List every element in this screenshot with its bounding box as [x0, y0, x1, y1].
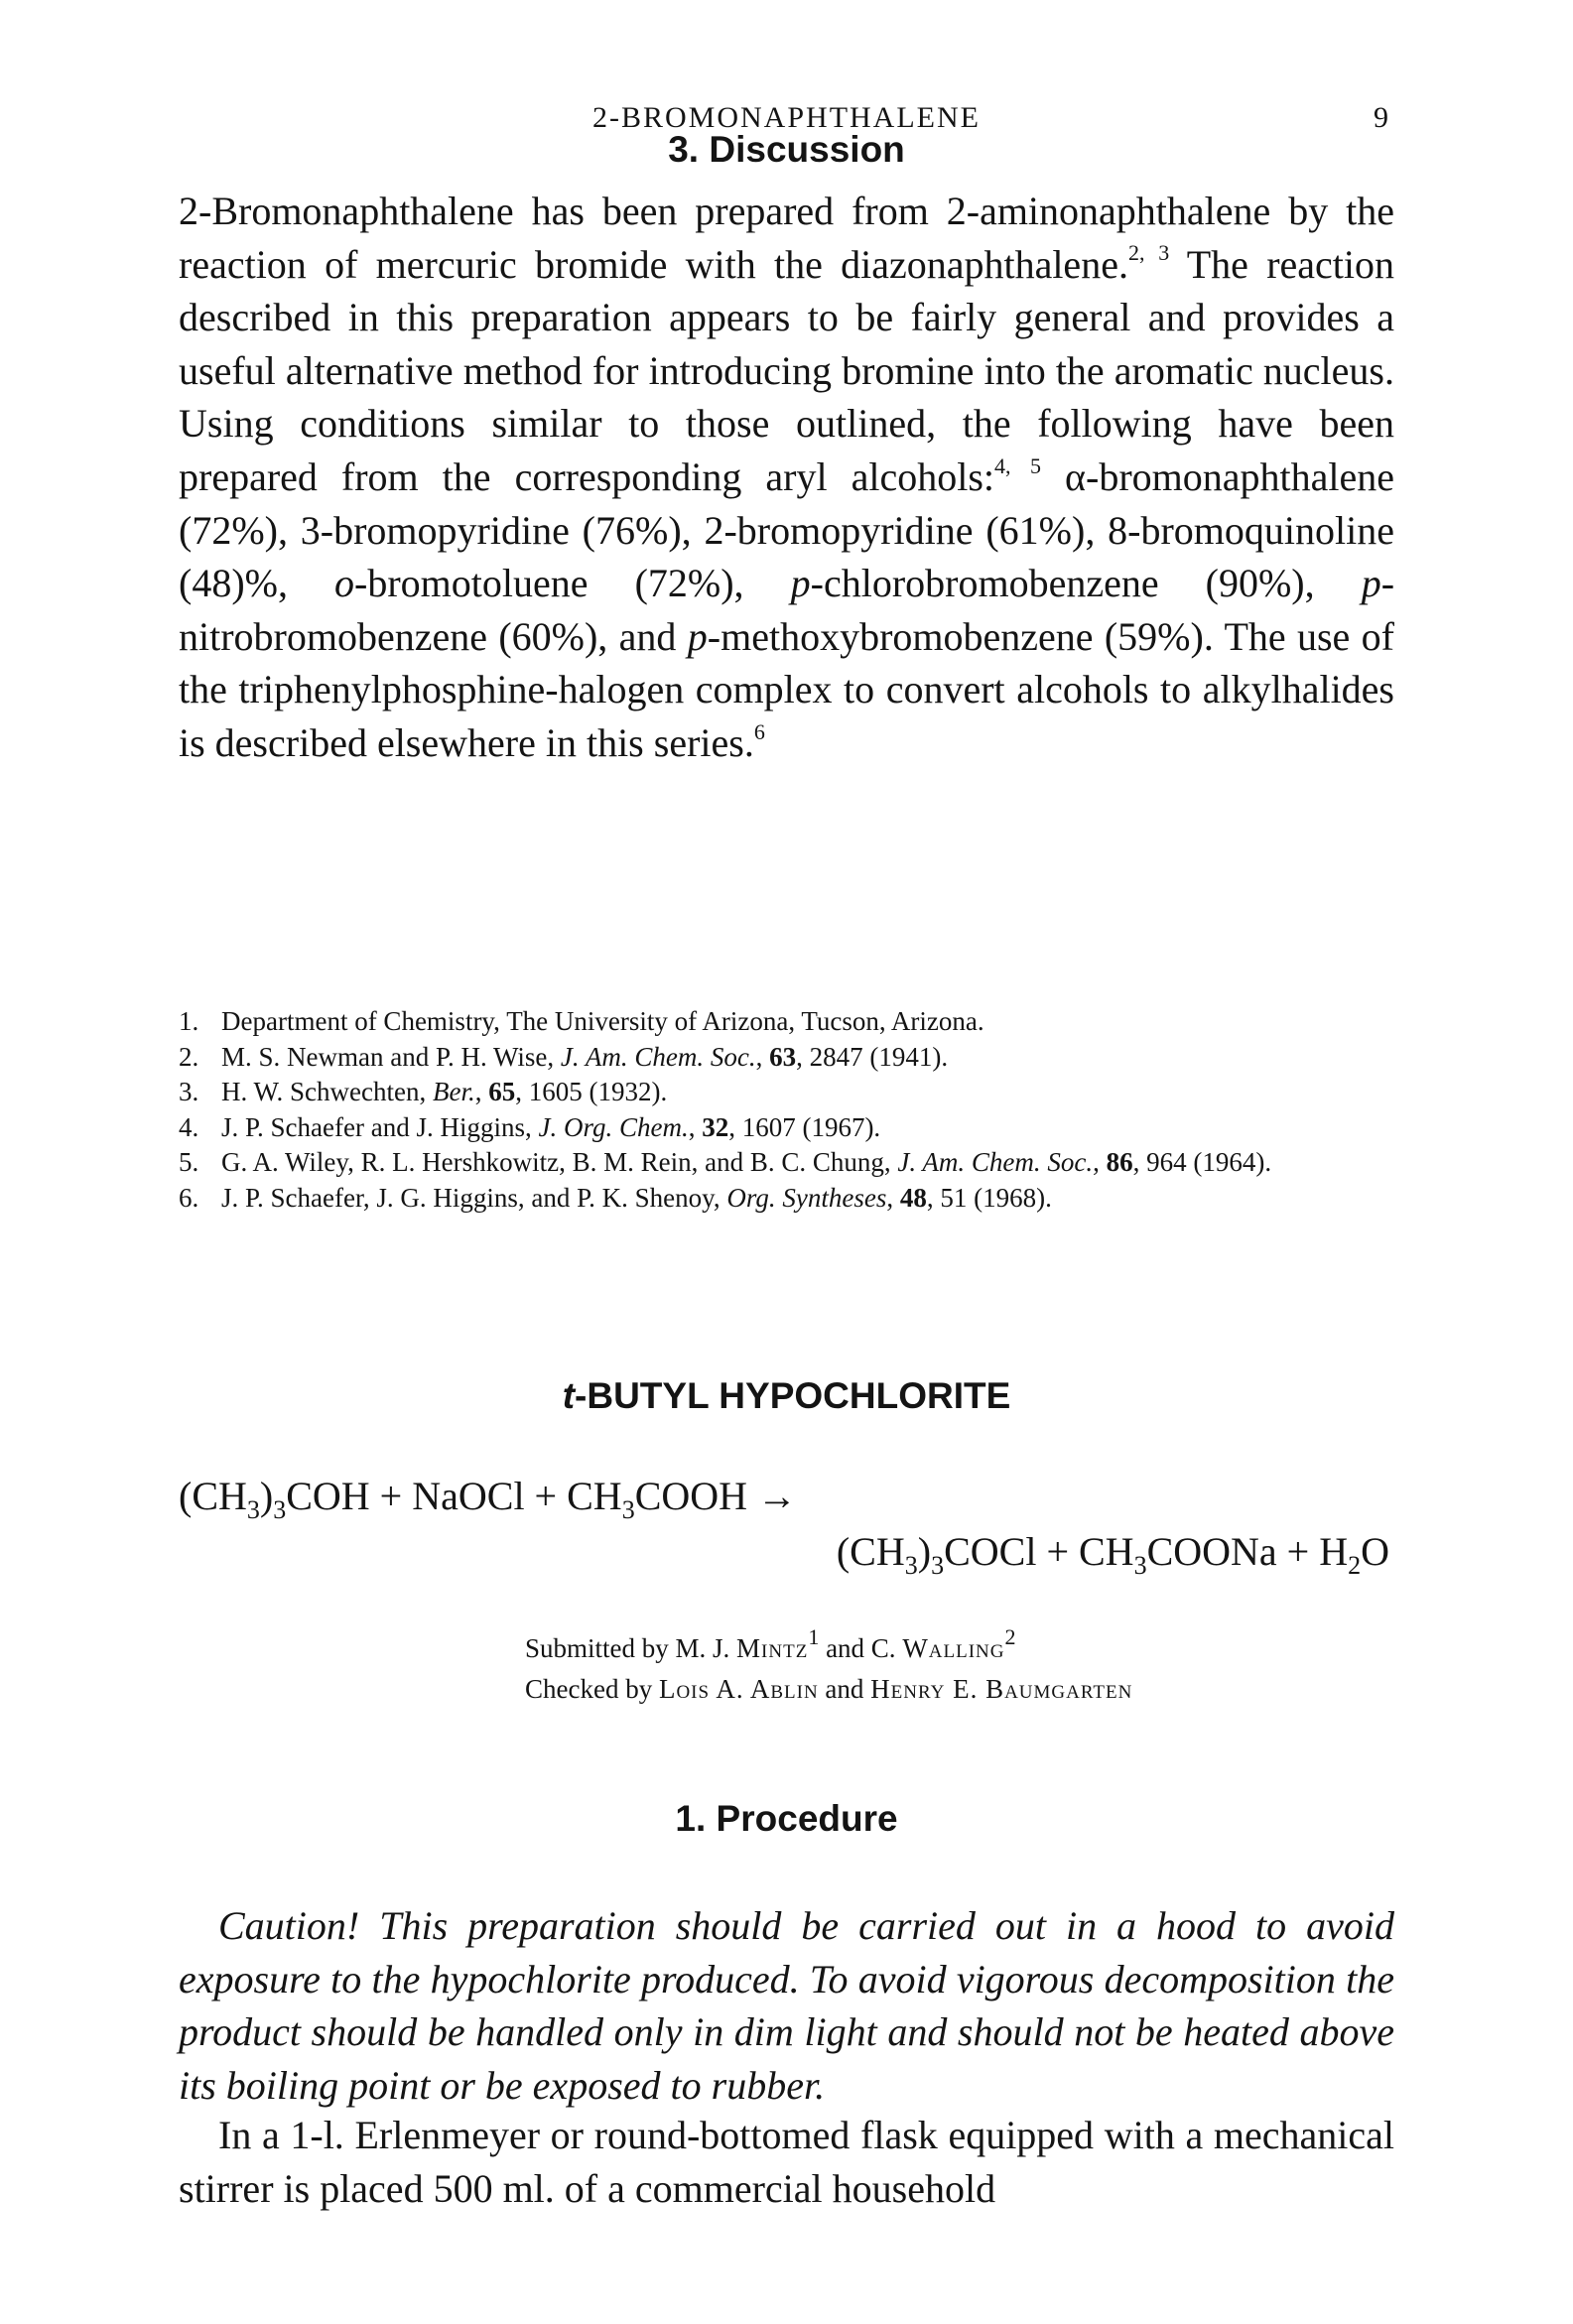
equation-line-1 — [179, 1469, 1394, 1524]
reference-list — [179, 1004, 1394, 1217]
discussion-text-g: -methoxybromobenzene (59%). The use of the triphenylphosphine-halogen complex to convert alcohols to alkylhalides is described elsewhere in this series. — [179, 613, 1394, 765]
reference-pages: , 964 (1964). — [1132, 1147, 1272, 1178]
author-footnote: 1 — [808, 1624, 820, 1649]
reference-item — [179, 1004, 1394, 1040]
discussion-text-a: 2-Bromonaphthalene has been prepared from 2-aminonaphthalene by the reaction of mercuric bromide with the diazonaphthalene. — [179, 189, 1394, 287]
footnote-ref-2-3: 2, 3 — [1127, 240, 1170, 266]
reference-sep: , — [688, 1111, 703, 1142]
reference-text: Department of Chemistry, The University of Arizona, Tucson, Arizona. — [221, 1006, 984, 1036]
reference-pages: , 51 (1968). — [926, 1182, 1052, 1213]
eq-text: COCl + CH — [944, 1529, 1134, 1574]
reference-pages: , 1605 (1932). — [515, 1077, 668, 1107]
submitted-and: and C. — [819, 1633, 903, 1663]
italic-prefix: p — [790, 561, 811, 606]
checked-label: Checked by — [525, 1674, 659, 1704]
caution-paragraph: Caution! This preparation should be carried out in a hood to avoid exposure to the hypochlorite produced. To avoid vigorous decomposition the product should be handled only in dim light and should not be heated above its boiling point or be exposed to rubber. — [179, 1903, 1394, 2108]
reference-authors: M. S. Newman and P. H. Wise, — [221, 1041, 561, 1072]
author-footnote: 2 — [1004, 1624, 1016, 1649]
footnote-ref-4-5: 4, 5 — [994, 452, 1042, 478]
reference-number: 1. — [179, 1006, 199, 1036]
discussion-text-c: α-bromonaphthalene (72%), 3-bromopyridine (76%), 2-bromopyridine (61%), 8-bromoquinoline (48)%, — [179, 453, 1395, 606]
checked-by — [525, 1669, 1132, 1710]
article-title — [0, 1375, 1573, 1417]
reference-authors: J. P. Schaefer, J. G. Higgins, and P. K. Shenoy, — [221, 1182, 727, 1213]
submitted-label: Submitted by M. J. — [525, 1633, 737, 1663]
italic-prefix: p — [1361, 561, 1381, 606]
eq-text: COOH → — [634, 1474, 798, 1518]
reference-sep: , — [1093, 1147, 1107, 1178]
eq-text: O — [1361, 1529, 1389, 1574]
reference-volume: 48 — [899, 1182, 927, 1213]
reference-item — [179, 1110, 1394, 1146]
checker-name: Lois A. Ablin — [658, 1674, 819, 1704]
reference-volume: 65 — [488, 1077, 516, 1107]
reference-item — [179, 1075, 1394, 1110]
italic-prefix: o — [334, 561, 355, 606]
eq-sub: 2 — [1348, 1551, 1362, 1580]
reference-number: 2. — [179, 1041, 199, 1072]
reference-item — [179, 1040, 1394, 1076]
reference-sep: , — [886, 1182, 900, 1213]
eq-sub: 3 — [1133, 1551, 1147, 1580]
reference-journal: Org. Syntheses — [726, 1182, 887, 1213]
procedure-paragraph: In a 1-l. Erlenmeyer or round-bottomed flask equipped with a mechanical stirrer is placed 500 ml. of a commercial household — [179, 2113, 1394, 2211]
article-title-text: -BUTYL HYPOCHLORITE — [575, 1375, 1011, 1416]
checker-name: Henry E. Baumgarten — [870, 1674, 1133, 1704]
reference-number: 5. — [179, 1147, 199, 1178]
reference-journal: J. Am. Chem. Soc. — [897, 1147, 1094, 1178]
discussion-text-b: The reaction described in this preparation appears to be fairly general and provides a useful alternative method for introducing bromine into the aromatic nucleus. Using conditions similar to those outlined, the following have been prepared from the corresponding aryl alcohols: — [179, 241, 1395, 499]
author-name: Mintz — [736, 1633, 809, 1663]
eq-text: COONa + H — [1146, 1529, 1349, 1574]
reference-authors: H. W. Schwechten, — [221, 1077, 433, 1107]
reference-item — [179, 1181, 1394, 1217]
italic-prefix: p — [687, 613, 708, 659]
eq-text: ) — [259, 1474, 274, 1518]
reference-sep: , — [474, 1077, 489, 1107]
reference-journal: Ber. — [432, 1077, 475, 1107]
reference-item — [179, 1145, 1394, 1181]
reference-pages: , 2847 (1941). — [796, 1041, 949, 1072]
equation-line-2 — [179, 1524, 1394, 1580]
eq-sub: 3 — [931, 1551, 945, 1580]
discussion-text-d: -bromotoluene (72%), — [354, 561, 791, 606]
footnote-ref-6: 6 — [753, 718, 765, 744]
eq-text: COH + NaOCl + CH — [286, 1474, 622, 1518]
eq-sub: 3 — [246, 1495, 260, 1524]
discussion-paragraph — [179, 185, 1394, 770]
reference-pages: , 1607 (1967). — [728, 1111, 881, 1142]
author-name: Walling — [902, 1633, 1005, 1663]
reference-volume: 63 — [769, 1041, 797, 1072]
reference-journal: J. Org. Chem. — [538, 1111, 689, 1142]
reference-number: 3. — [179, 1077, 199, 1107]
submitted-by — [525, 1624, 1132, 1669]
reference-volume: 32 — [702, 1111, 729, 1142]
running-head-title: 2-BROMONAPHTHALENE — [592, 101, 981, 134]
eq-sub: 3 — [904, 1551, 918, 1580]
eq-sub: 3 — [273, 1495, 287, 1524]
reference-number: 6. — [179, 1182, 199, 1213]
reference-sep: , — [755, 1041, 770, 1072]
eq-sub: 3 — [621, 1495, 635, 1524]
discussion-heading: 3. Discussion — [668, 129, 905, 170]
article-title-prefix: t — [562, 1375, 576, 1416]
reference-number: 4. — [179, 1111, 199, 1142]
eq-text: ) — [917, 1529, 932, 1574]
page-number: 9 — [1374, 101, 1388, 134]
discussion-text-f: -nitrobromobenzene (60%), and — [179, 561, 1395, 659]
procedure-heading: 1. Procedure — [675, 1798, 898, 1839]
reference-authors: J. P. Schaefer and J. Higgins, — [221, 1111, 539, 1142]
checked-and: and — [818, 1674, 871, 1704]
eq-text: (CH — [179, 1474, 247, 1518]
discussion-text-e: -chlorobromobenzene (90%), — [810, 561, 1362, 606]
reference-volume: 86 — [1106, 1147, 1133, 1178]
reaction-equation — [179, 1469, 1394, 1580]
reference-authors: G. A. Wiley, R. L. Hershkowitz, B. M. Rein, and B. C. Chung, — [221, 1147, 898, 1178]
eq-text: (CH — [836, 1529, 905, 1574]
author-credits — [525, 1624, 1133, 1710]
reference-journal: J. Am. Chem. Soc. — [560, 1041, 756, 1072]
